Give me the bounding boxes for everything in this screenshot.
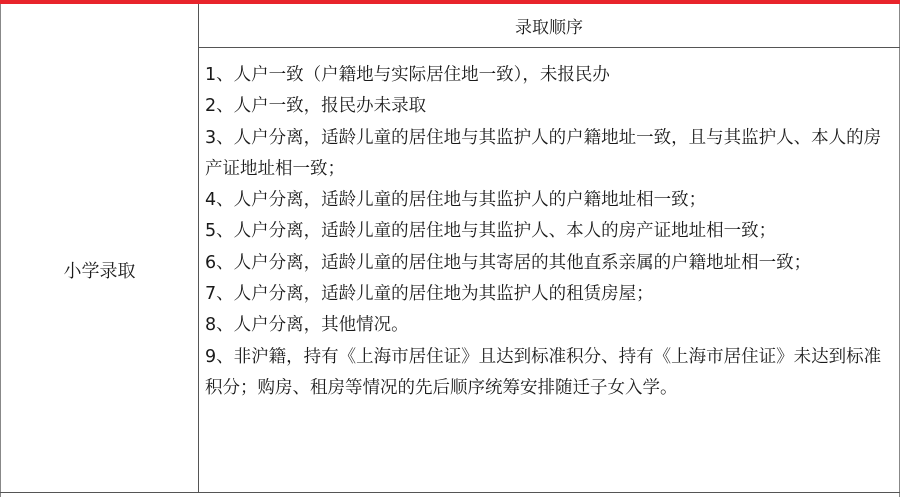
- rule-item-2: 2、人户一致，报民办未录取: [205, 96, 427, 117]
- rule-item-7: 7、人户分离，适龄儿童的居住地为其监护人的租赁房屋；: [205, 284, 654, 305]
- header-divider: [198, 47, 900, 48]
- rule-item-1: 1、人户一致（户籍地与实际居住地一致），未报民办: [205, 65, 610, 85]
- rule-item-4: 4、人户分离，适龄儿童的居住地与其监护人的户籍地址相一致；: [205, 190, 707, 211]
- rule-item-3: 3、人户分离，适龄儿童的居住地与其监护人的户籍地址一致，且与其监护人、本人的房产证地址相一致；: [205, 127, 882, 179]
- rules-list: [205, 60, 885, 404]
- rule-item-9: 9、非沪籍，持有《上海市居住证》且达到标准积分、持有《上海市居住证》未达到标准积分；购房、租房等情况的先后顺序统筹安排随迁子女入学。: [205, 346, 882, 398]
- rule-item-6: 6、人户分离，适龄儿童的居住地与其寄居的其他直系亲属的户籍地址相一致；: [205, 252, 812, 273]
- rule-item-8: 8、人户分离，其他情况。: [205, 315, 409, 336]
- column-divider: [198, 4, 199, 493]
- column-header: 录取顺序: [515, 18, 583, 38]
- rule-item-5: 5、人户分离，适龄儿童的居住地与其监护人、本人的房产证地址相一致；: [205, 221, 777, 242]
- row-label: 小学录取: [63, 261, 136, 282]
- table-bottom-border: [0, 492, 900, 493]
